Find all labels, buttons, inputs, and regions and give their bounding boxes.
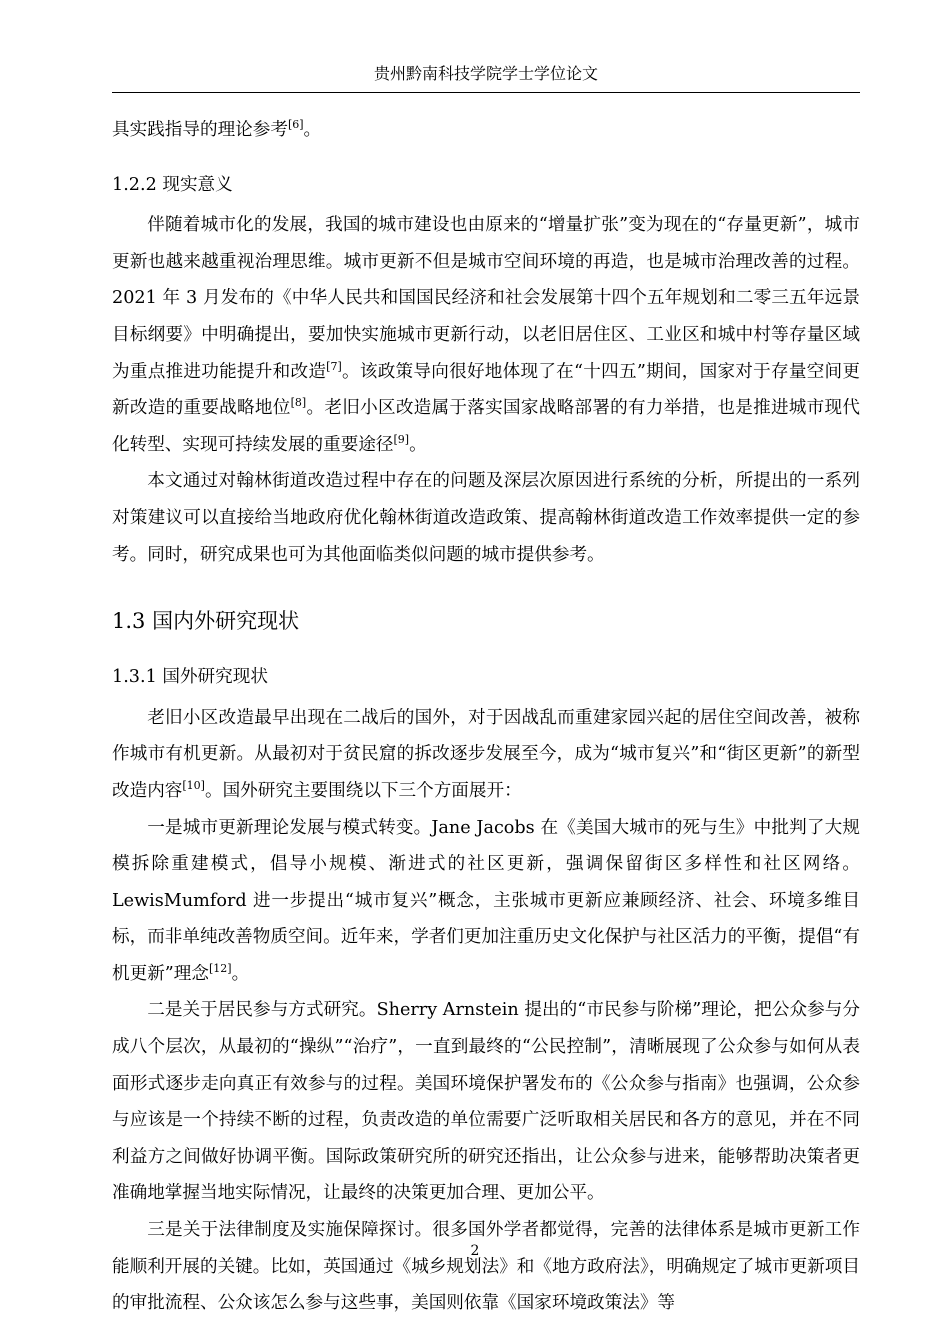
section-heading: 1.2.2 现实意义 <box>112 174 233 195</box>
paragraph: 二是关于居民参与方式研究。Sherry Arnstein 提出的“市民参与阶梯”理论，把公众参与分成八个层次，从最初的“操纵”“治疗”，一直到最终的“公民控制”，清晰展现了公众参与如何从表面形式逐步走向真正有效参与的过程。美国环境保护署发布的《公众参与指南》也强调，公众参与应该是一个持续不断的过程，负责改造的单位需要广泛听取相关居民和各方的意见，并在不同利益方之间做好协调平衡。国际政策研究所的研究还指出，让公众参与进来，能够帮助决策者更准确地掌握当地实际情况，让最终的决策更加合理、更加公平。 <box>112 1000 860 1204</box>
paragraph: 本文通过对翰林街道改造过程中存在的问题及深层次原因进行系统的分析，所提出的一系列对策建议可以直接给当地政府优化翰林街道改造政策、提高翰林街道改造工作效率提供一定的参考。同时，研究成果也可为其他面临类似问题的城市提供参考。 <box>112 471 860 565</box>
paragraph: 伴随着城市化的发展，我国的城市建设也由原来的“增量扩张”变为现在的“存量更新”，城市更新也越来越重视治理思维。城市更新不但是城市空间环境的再造，也是城市治理改善的过程。2021 年 3 月发布的《中华人民共和国国民经济和社会发展第十四个五年规划和二零三五年远景目标纲要》中明确提出，要加快实施城市更新行动，以老旧居住区、工业区和城中村等存量区域为重点推进功能提升和改造[7]。该政策导向很好地体现了在“十四五”期间，国家对于存量空间更新改造的重要战略地位[8]。老旧小区改造属于落实国家战略部署的有力举措，也是推进城市现代化转型、实现可持续发展的重要途径[9]。 <box>112 215 860 455</box>
citation: [8] <box>290 396 307 410</box>
paragraph: 老旧小区改造最早出现在二战后的国外，对于因战乱而重建家园兴起的居住空间改善，被称作城市有机更新。从最初对于贫民窟的拆改逐步发展至今，成为“城市复兴”和“街区更新”的新型改造内容[10]。国外研究主要围绕以下三个方面展开： <box>112 707 860 801</box>
citation: [9] <box>393 432 410 446</box>
chapter-section-heading: 1.3 国内外研究现状 <box>112 609 300 634</box>
paragraph: 具实践指导的理论参考[6]。 <box>112 118 322 140</box>
paragraph: 一是城市更新理论发展与模式转变。Jane Jacobs 在《美国大城市的死与生》中批判了大规模拆除重建模式，倡导小规模、渐进式的社区更新，强调保留街区多样性和社区网络。LewisMumford 进一步提出“城市复兴”概念，主张城市更新应兼顾经济、社会、环境多维目标，而非单纯改善物质空间。近年来，学者们更加注重历史文化保护与社区活力的平衡，提倡“有机更新”理念[12]。 <box>112 817 860 984</box>
citation: [6] <box>287 118 304 132</box>
paragraph: 三是关于法律制度及实施保障探讨。很多国外学者都觉得，完善的法律体系是城市更新工作能顺利开展的关键。比如，英国通过《城乡规划法》和《地方政府法》，明确规定了城市更新项目的审批流程、公众该怎么参与这些事，美国则依靠《国家环境政策法》等 <box>112 1220 860 1314</box>
section-heading: 1.3.1 国外研究现状 <box>112 667 268 688</box>
body-content <box>112 112 860 1322</box>
header-rule <box>112 92 860 93</box>
citation: [12] <box>208 962 232 976</box>
citation: [7] <box>326 359 342 373</box>
citation: [10] <box>182 779 205 793</box>
page-number: 2 <box>470 1243 480 1259</box>
running-header: 贵州黔南科技学院学士学位论文 <box>373 64 598 83</box>
